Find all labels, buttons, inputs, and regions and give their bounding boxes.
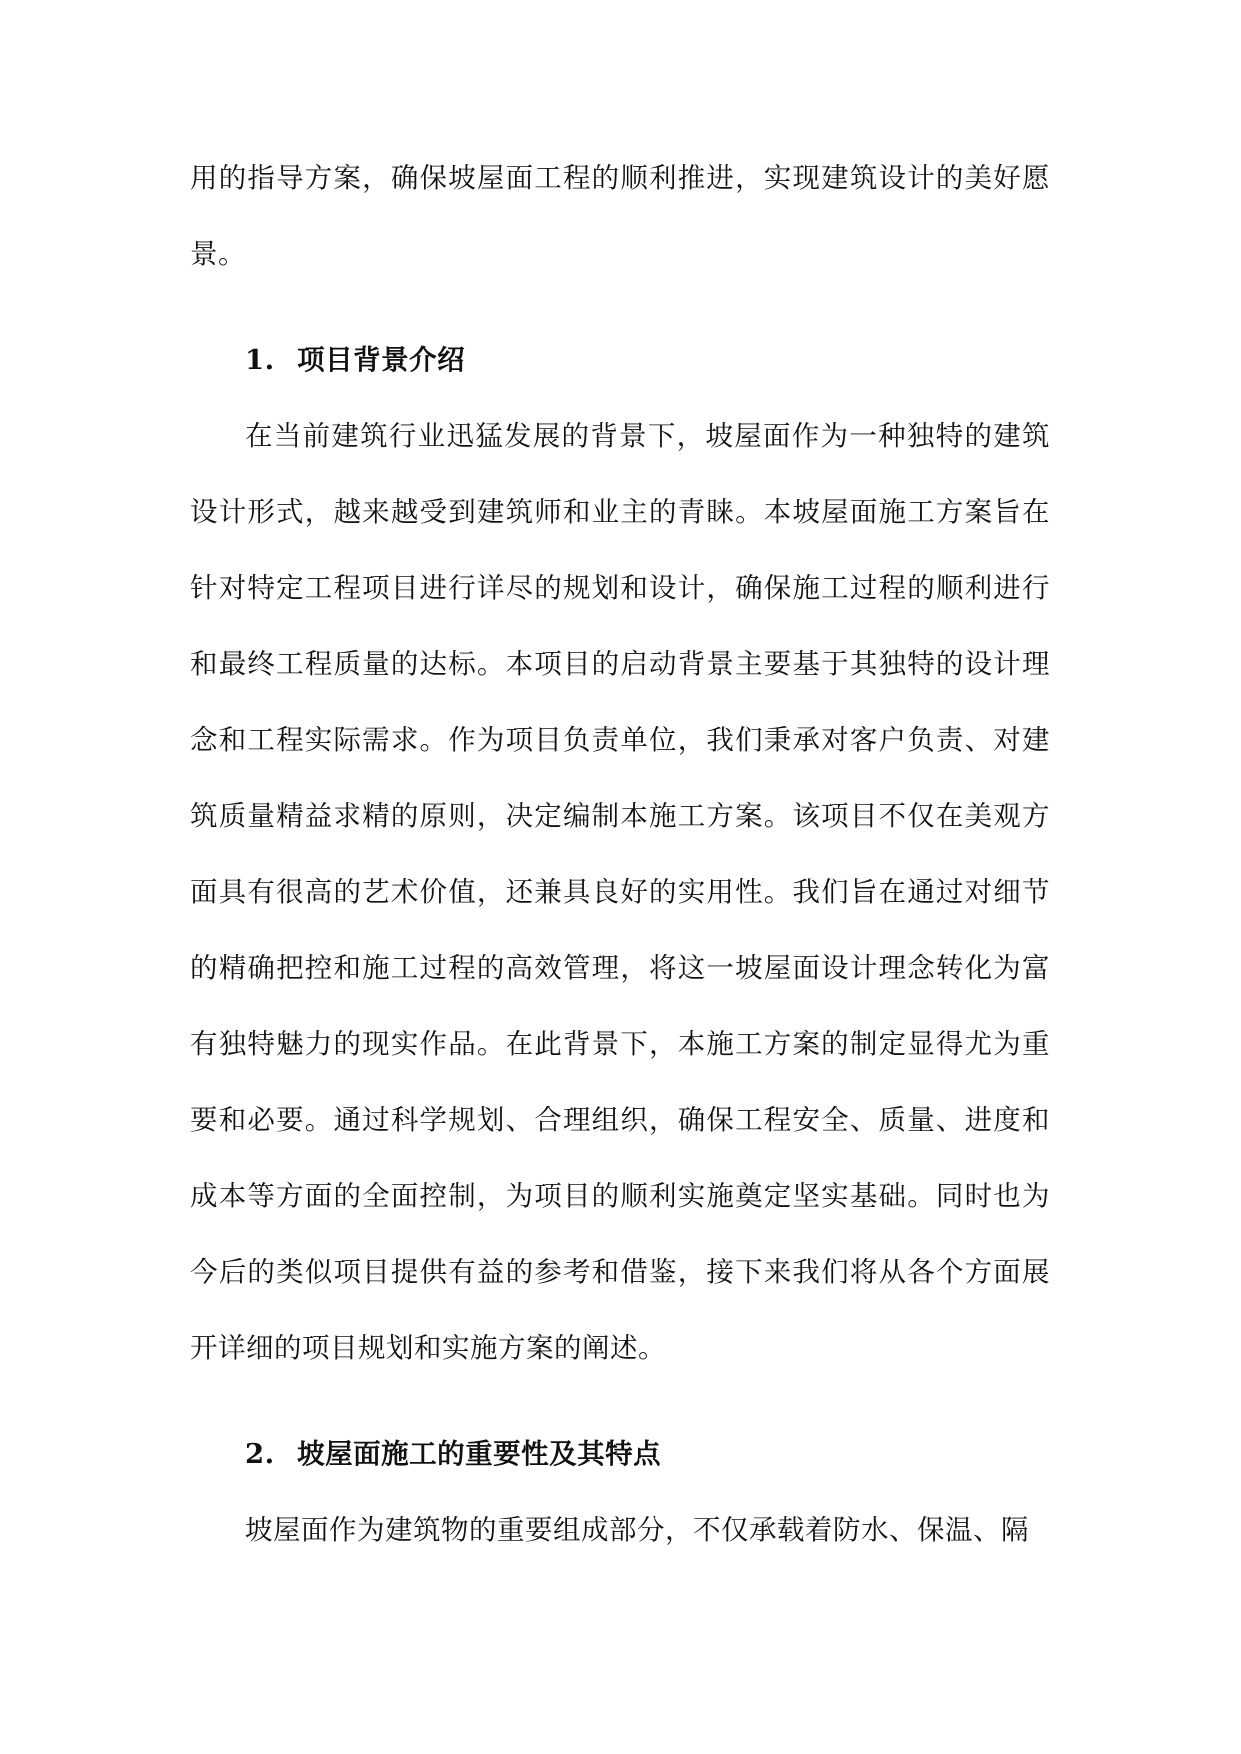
document-body <box>190 140 1050 1568</box>
section-number: 1. <box>245 344 275 376</box>
continued-paragraph: 用的指导方案，确保坡屋面工程的顺利推进，实现建筑设计的美好愿景。 <box>190 162 1050 270</box>
spacer <box>190 292 1050 322</box>
section-title: 坡屋面施工的重要性及其特点 <box>297 1438 662 1470</box>
section-number: 2. <box>245 1438 275 1470</box>
spacer <box>190 1386 1050 1416</box>
section-heading-1 <box>190 322 1050 398</box>
section-paragraph-1: 在当前建筑行业迅猛发展的背景下，坡屋面作为一种独特的建筑设计形式，越来越受到建筑师和业主的青睐。本坡屋面施工方案旨在针对特定工程项目进行详尽的规划和设计，确保施工过程的顺利进行和最终工程质量的达标。本项目的启动背景主要基于其独特的设计理念和工程实际需求。作为项目负责单位，我们秉承对客户负责、对建筑质量精益求精的原则，决定编制本施工方案。该项目不仅在美观方面具有很高的艺术价值，还兼具良好的实用性。我们旨在通过对细节的精确把控和施工过程的高效管理，将这一坡屋面设计理念转化为富有独特魅力的现实作品。在此背景下，本施工方案的制定显得尤为重要和必要。通过科学规划、合理组织，确保工程安全、质量、进度和成本等方面的全面控制，为项目的顺利实施奠定坚实基础。同时也为今后的类似项目提供有益的参考和借鉴，接下来我们将从各个方面展开详细的项目规划和实施方案的阐述。 <box>190 420 1050 1364</box>
section-heading-2 <box>190 1416 1050 1492</box>
section-paragraph-2: 坡屋面作为建筑物的重要组成部分，不仅承载着防水、保温、隔 <box>245 1514 1029 1546</box>
section-title: 项目背景介绍 <box>297 344 466 376</box>
